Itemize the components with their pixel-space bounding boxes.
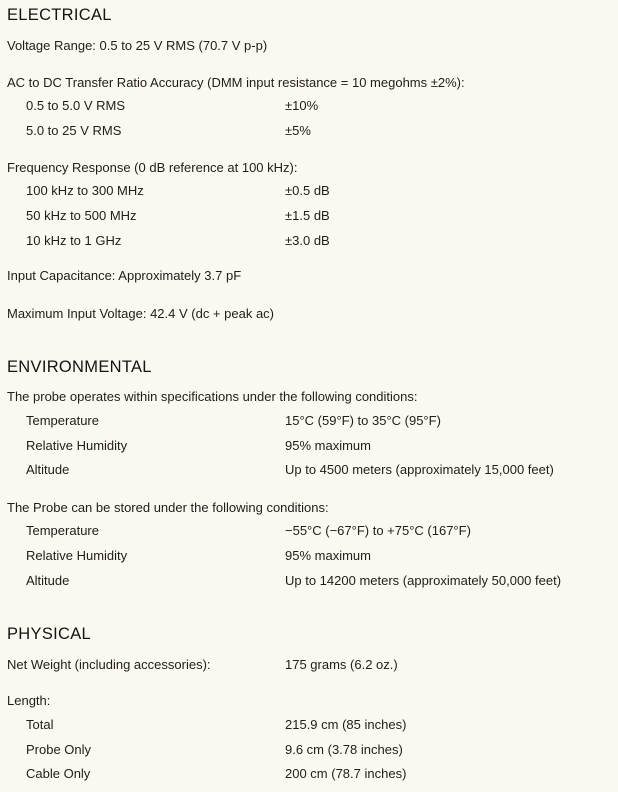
frequency-response-title: Frequency Response (0 dB reference at 100 kHz): bbox=[7, 160, 298, 175]
storage-conditions-title: The Probe can be stored under the following conditions: bbox=[7, 500, 329, 515]
frequency-row-value: ±1.5 dB bbox=[285, 208, 330, 223]
operating-row-value: 15°C (59°F) to 35°C (95°F) bbox=[285, 413, 441, 428]
length-row-label: Probe Only bbox=[26, 742, 92, 757]
storage-row-label: Altitude bbox=[26, 573, 70, 588]
operating-row-label: Relative Humidity bbox=[26, 438, 128, 453]
length-title: Length: bbox=[7, 693, 51, 708]
transfer-ratio-row-value: ±5% bbox=[285, 123, 311, 138]
operating-conditions-title: The probe operates within specifications under the following conditions: bbox=[7, 389, 418, 404]
frequency-row-value: ±3.0 dB bbox=[285, 233, 330, 248]
operating-row-label: Altitude bbox=[26, 462, 70, 477]
transfer-ratio-row-label: 5.0 to 25 V RMS bbox=[26, 123, 122, 138]
operating-row-value: Up to 4500 meters (approximately 15,000 feet) bbox=[285, 462, 554, 477]
storage-row-label: Relative Humidity bbox=[26, 548, 128, 563]
environmental-heading: ENVIRONMENTAL bbox=[7, 358, 152, 376]
net-weight-label: Net Weight (including accessories): bbox=[7, 657, 211, 672]
physical-heading: PHYSICAL bbox=[7, 625, 92, 643]
storage-row-value: −55°C (−67°F) to +75°C (167°F) bbox=[285, 523, 471, 538]
frequency-row-label: 50 kHz to 500 MHz bbox=[26, 208, 137, 223]
length-row-label: Total bbox=[26, 717, 54, 732]
length-row-value: 9.6 cm (3.78 inches) bbox=[285, 742, 403, 757]
input-capacitance-text: Input Capacitance: Approximately 3.7 pF bbox=[7, 268, 242, 283]
max-input-voltage-text: Maximum Input Voltage: 42.4 V (dc + peak ac) bbox=[7, 306, 275, 321]
voltage-range-text: Voltage Range: 0.5 to 25 V RMS (70.7 V p-p) bbox=[7, 38, 268, 53]
length-row-value: 215.9 cm (85 inches) bbox=[285, 717, 407, 732]
storage-row-label: Temperature bbox=[26, 523, 99, 538]
frequency-row-value: ±0.5 dB bbox=[285, 183, 330, 198]
electrical-heading: ELECTRICAL bbox=[7, 6, 112, 24]
length-row-value: 200 cm (78.7 inches) bbox=[285, 766, 407, 781]
transfer-ratio-title: AC to DC Transfer Ratio Accuracy (DMM input resistance = 10 megohms ±2%): bbox=[7, 75, 465, 90]
length-row-label: Cable Only bbox=[26, 766, 91, 781]
transfer-ratio-row-value: ±10% bbox=[285, 98, 319, 113]
net-weight-value: 175 grams (6.2 oz.) bbox=[285, 657, 398, 672]
frequency-row-label: 100 kHz to 300 MHz bbox=[26, 183, 144, 198]
storage-row-value: 95% maximum bbox=[285, 548, 371, 563]
frequency-row-label: 10 kHz to 1 GHz bbox=[26, 233, 122, 248]
operating-row-value: 95% maximum bbox=[285, 438, 371, 453]
transfer-ratio-row-label: 0.5 to 5.0 V RMS bbox=[26, 98, 125, 113]
operating-row-label: Temperature bbox=[26, 413, 99, 428]
storage-row-value: Up to 14200 meters (approximately 50,000 feet) bbox=[285, 573, 562, 588]
